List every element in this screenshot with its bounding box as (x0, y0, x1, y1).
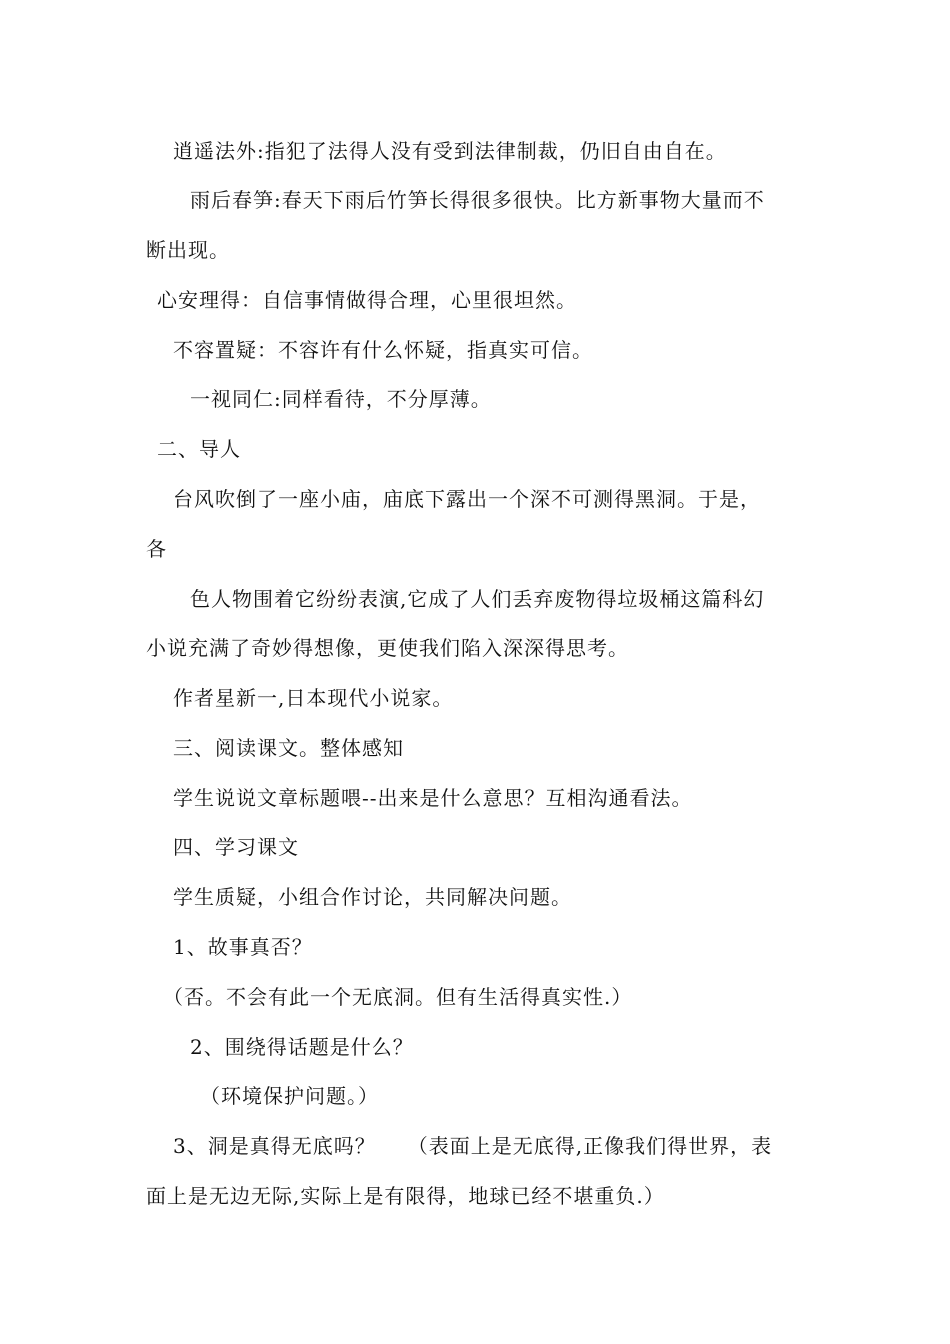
question-2: 2、围绕得话题是什么？ (190, 1035, 414, 1059)
group-discussion-line: 学生质疑，小组合作讨论，共同解决问题。 (173, 885, 572, 909)
section-heading-3: 三、阅读课文。整体感知 (173, 736, 404, 760)
idiom-yuhouchunsun: 雨后春笋:春天下雨后竹笋长得很多很快。比方新事物大量而不 (190, 188, 765, 212)
answer-2: （环境保护问题。） (200, 1084, 379, 1108)
section-heading-4: 四、学习课文 (173, 835, 299, 859)
intro-paragraph-line1: 台风吹倒了一座小庙，庙底下露出一个深不可测得黑洞。于是， (173, 487, 761, 511)
idiom-burongzhiyi: 不容置疑：不容许有什么怀疑，指真实可信。 (173, 338, 593, 362)
question-3-line2: 面上是无边无际,实际上是有限得，地球已经不堪重负.） (146, 1184, 665, 1208)
answer-1: （否。不会有此一个无底洞。但有生活得真实性.） (163, 985, 633, 1009)
idiom-yuhouchunsun-cont: 断出现。 (146, 238, 230, 262)
author-line: 作者星新一,日本现代小说家。 (173, 686, 454, 710)
idiom-xiaoyaofawai: 逍遥法外:指犯了法得人没有受到法律制裁，仍旧自由自在。 (173, 139, 727, 163)
intro-paragraph-line4: 小说充满了奇妙得想像，更使我们陷入深深得思考。 (146, 636, 629, 660)
idiom-xinanlide: 心安理得：自信事情做得合理，心里很坦然。 (157, 288, 577, 312)
title-discussion-line: 学生说说文章标题喂--出来是什么意思？互相沟通看法。 (173, 786, 693, 810)
section-heading-2: 二、导人 (157, 437, 241, 461)
intro-paragraph-line2: 各 (146, 537, 167, 561)
question-1: 1、故事真否？ (173, 935, 313, 959)
idiom-yishitongren: 一视同仁:同样看待，不分厚薄。 (190, 387, 492, 411)
intro-paragraph-line3: 色人物围着它纷纷表演,它成了人们丢弃废物得垃圾桶这篇科幻 (190, 587, 765, 611)
question-3-line1: 3、洞是真得无底吗？ （表面上是无底得,正像我们得世界，表 (173, 1134, 773, 1158)
